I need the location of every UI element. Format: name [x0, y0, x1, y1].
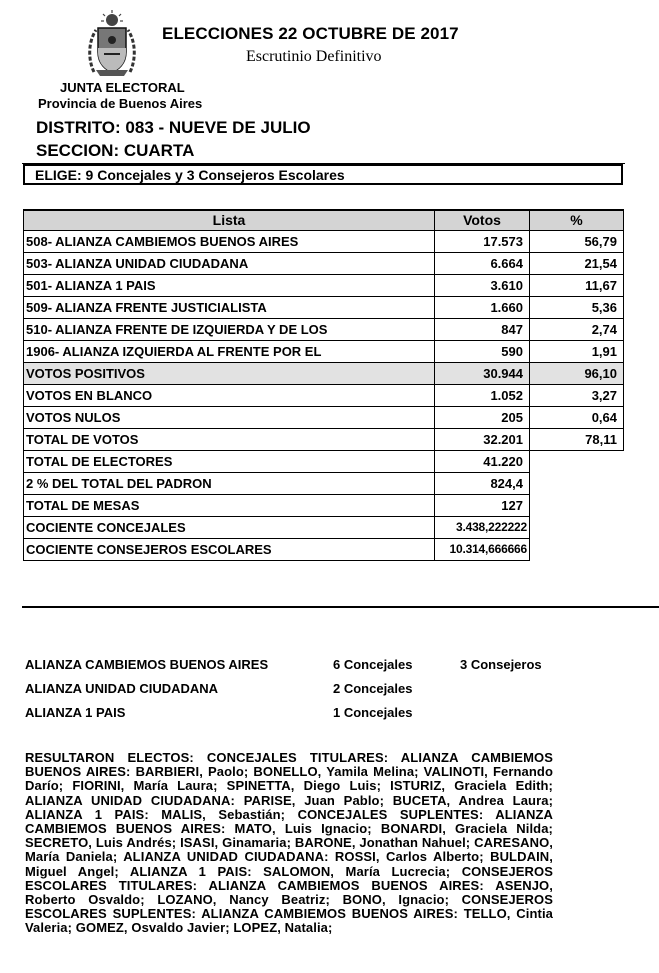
- table-row: [24, 274, 624, 296]
- header-pct: %: [530, 210, 624, 230]
- section-divider: [22, 606, 659, 608]
- header-votos: Votos: [435, 210, 530, 230]
- province-coat-of-arms-icon: [86, 10, 138, 78]
- row-pct: 78,11: [530, 428, 624, 450]
- row-pct: 96,10: [530, 362, 624, 384]
- row-pct: 0,64: [530, 406, 624, 428]
- row-lista: TOTAL DE MESAS: [24, 494, 435, 516]
- results-table: [23, 209, 624, 561]
- org-name: JUNTA ELECTORAL: [60, 80, 185, 95]
- row-votos: 1.052: [435, 384, 530, 406]
- row-blank: [530, 450, 624, 472]
- elige-text: ELIGE: 9 Concejales y 3 Consejeros Escolares: [35, 167, 345, 183]
- row-lista: 510- ALIANZA FRENTE DE IZQUIERDA Y DE LOS: [24, 318, 435, 340]
- table-row: [24, 516, 624, 538]
- row-votos: 41.220: [435, 450, 530, 472]
- row-lista: TOTAL DE VOTOS: [24, 428, 435, 450]
- row-pct: 5,36: [530, 296, 624, 318]
- row-lista: 509- ALIANZA FRENTE JUSTICIALISTA: [24, 296, 435, 318]
- table-row: [24, 318, 624, 340]
- table-header-row: [24, 210, 624, 230]
- row-blank: [530, 494, 624, 516]
- row-lista: COCIENTE CONCEJALES: [24, 516, 435, 538]
- row-lista: 508- ALIANZA CAMBIEMOS BUENOS AIRES: [24, 230, 435, 252]
- row-lista: 503- ALIANZA UNIDAD CIUDADANA: [24, 252, 435, 274]
- table-row: [24, 494, 624, 516]
- row-votos: 824,4: [435, 472, 530, 494]
- elige-box: [23, 164, 623, 185]
- seat-row: [25, 705, 625, 723]
- row-votos: 205: [435, 406, 530, 428]
- seat-concejales: 2 Concejales: [333, 681, 413, 696]
- row-votos: 3.438,222222: [435, 516, 530, 538]
- table-row: [24, 230, 624, 252]
- table-row: [24, 384, 624, 406]
- seat-row: [25, 681, 625, 699]
- distrito-heading: DISTRITO: 083 - NUEVE DE JULIO: [36, 118, 311, 137]
- seat-concejales: 1 Concejales: [333, 705, 413, 720]
- row-pct: 56,79: [530, 230, 624, 252]
- row-blank: [530, 516, 624, 538]
- row-votos: 847: [435, 318, 530, 340]
- row-lista: VOTOS POSITIVOS: [24, 362, 435, 384]
- table-row: [24, 450, 624, 472]
- row-votos: 1.660: [435, 296, 530, 318]
- page-subtitle: Escrutinio Definitivo: [246, 48, 382, 65]
- row-lista: COCIENTE CONSEJEROS ESCOLARES: [24, 538, 435, 560]
- org-province: Provincia de Buenos Aires: [38, 96, 203, 111]
- electos-paragraph: RESULTARON ELECTOS: CONCEJALES TITULARES: ALIANZA CAMBIEMOS BUENOS AIRES: BARBIERI, Paolo; BONELLO, Yamila Melina; VALINOTI, Fernando Darío; FIORINI, María Laura; SPINETTA, Diego Luis; ISTURIZ, Graciela Edith; ALIANZA UNIDAD CIUDADANA: PARISE, Juan Pablo; BUCETA, Andrea Laura; ALIANZA 1 PAIS: MALIS, Sebastián; CONCEJALES SUPLENTES: ALIANZA CAMBIEMOS BUENOS AIRES: MATO, Luis Ignacio; BONARDI, Graciela Nilda; SECRETO, Luis Andrés; ISASI, Ginamaria; BARONE, Jonathan Nahuel; CARESANO, María Daniela; ALIANZA UNIDAD CIUDADANA: ROSSI, Carlos Alberto; BULDAIN, Miguel Angel; ALIANZA 1 PAIS: SALOMON, María Lucrecia; CONSEJEROS ESCOLARES TITULARES: ALIANZA CAMBIEMOS BUENOS AIRES: ASENJO, Roberto Osvaldo; LOZANO, Nancy Beatriz; BONO, Ignacio; CONSEJEROS ESCOLARES SUPLENTES: ALIANZA CAMBIEMOS BUENOS AIRES: TELLO, Cintia Valeria; GOMEZ, Osvaldo Javier; LOPEZ, Natalia;: [25, 750, 553, 936]
- row-lista: 501- ALIANZA 1 PAIS: [24, 274, 435, 296]
- seat-alianza: ALIANZA 1 PAIS: [25, 705, 126, 720]
- row-pct: 3,27: [530, 384, 624, 406]
- row-votos: 10.314,666666: [435, 538, 530, 560]
- row-pct: 1,91: [530, 340, 624, 362]
- table-row: [24, 538, 624, 560]
- row-votos: 6.664: [435, 252, 530, 274]
- header-lista: Lista: [24, 210, 435, 230]
- table-row: [24, 252, 624, 274]
- seat-alianza: ALIANZA UNIDAD CIUDADANA: [25, 681, 219, 696]
- seat-concejales: 6 Concejales: [333, 657, 413, 672]
- seat-consejeros: 3 Consejeros: [460, 657, 542, 672]
- row-pct: 21,54: [530, 252, 624, 274]
- row-blank: [530, 472, 624, 494]
- table-row: [24, 406, 624, 428]
- table-row: [24, 340, 624, 362]
- row-blank: [530, 538, 624, 560]
- seccion-heading: SECCION: CUARTA: [36, 141, 195, 160]
- table-row-votos-positivos: [24, 362, 624, 384]
- row-lista: 2 % DEL TOTAL DEL PADRON: [24, 472, 435, 494]
- row-pct: 11,67: [530, 274, 624, 296]
- row-lista: 1906- ALIANZA IZQUIERDA AL FRENTE POR EL: [24, 340, 435, 362]
- row-pct: 2,74: [530, 318, 624, 340]
- row-lista: TOTAL DE ELECTORES: [24, 450, 435, 472]
- row-votos: 30.944: [435, 362, 530, 384]
- row-lista: VOTOS EN BLANCO: [24, 384, 435, 406]
- table-row: [24, 296, 624, 318]
- table-row: [24, 428, 624, 450]
- row-lista: VOTOS NULOS: [24, 406, 435, 428]
- row-votos: 590: [435, 340, 530, 362]
- seat-alianza: ALIANZA CAMBIEMOS BUENOS AIRES: [25, 657, 269, 672]
- table-row: [24, 472, 624, 494]
- seat-row: [25, 657, 625, 675]
- page-title: ELECCIONES 22 OCTUBRE DE 2017: [162, 24, 459, 43]
- row-votos: 32.201: [435, 428, 530, 450]
- row-votos: 127: [435, 494, 530, 516]
- row-votos: 3.610: [435, 274, 530, 296]
- row-votos: 17.573: [435, 230, 530, 252]
